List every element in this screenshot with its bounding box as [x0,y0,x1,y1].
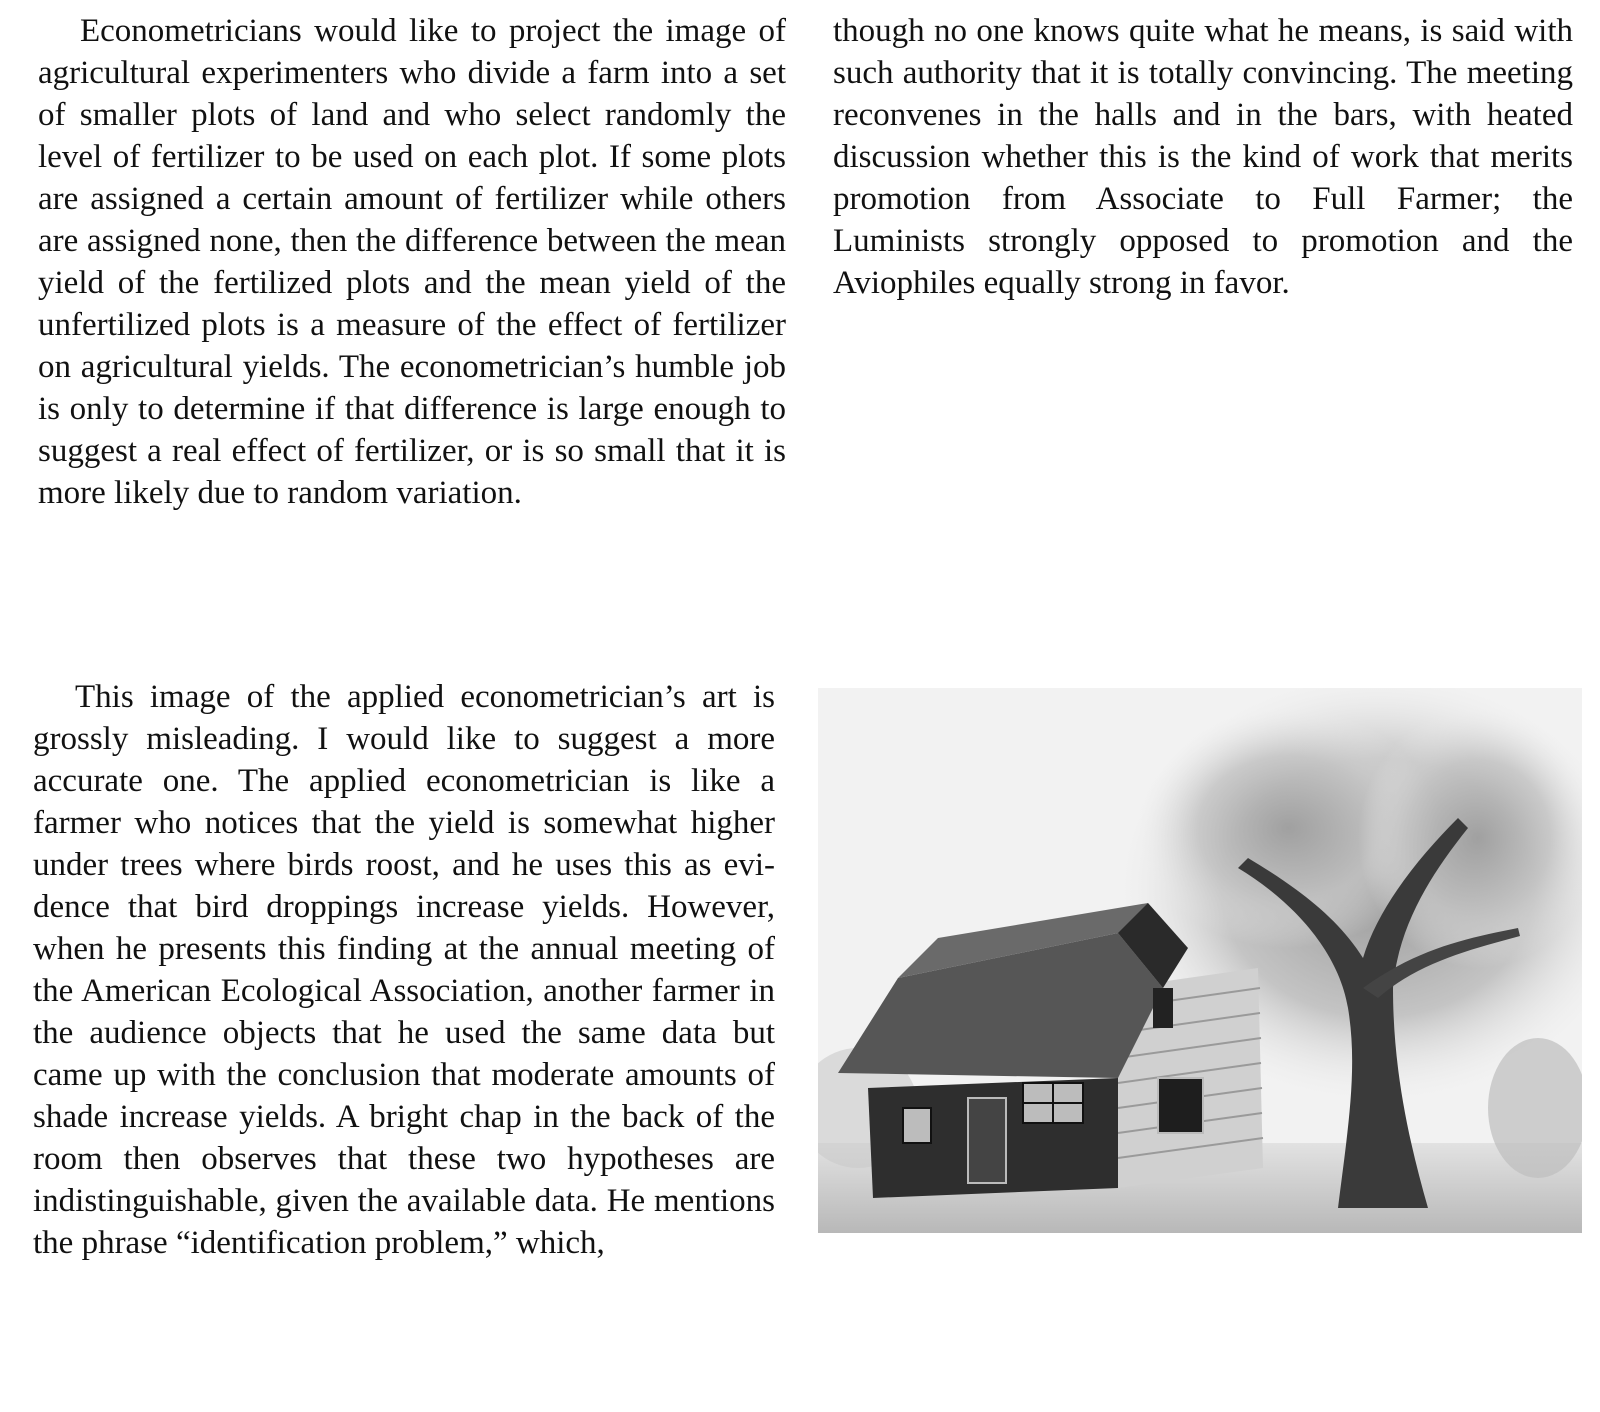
right-column [833,10,1573,304]
paragraph-misleading-image: This image of the applied econometrician’s art is grossly misleading. I would like to suggest a more accurate one. The applied econometrician is like a farmer who notices that the yield is somewhat higher under trees where birds roost, and he uses this as evidence that bird droppings increase yields. However, when he presents this finding at the annual meeting of the American Ecological Association, another farmer in the audience objects that he used the same data but came up with the conclusion that moderate amounts of shade increase yields. A bright chap in the back of the room then observes that these two hypotheses are indistinguishable, given the available data. He mentions the phrase “identification problem,” which, [33,679,775,1261]
left-column [38,10,786,514]
left-column-lower [33,676,775,1264]
paragraph-agricultural-experimenters: Econometricians would like to project the image of agricultural experimenters who divide a farm into a set of smaller plots of land and who select randomly the level of fertilizer to be used on each plot. If some plots are assigned a certain amount of fertilizer while others are assigned none, then the difference between the mean yield of the fertilized plots and the mean yield of the unfertilized plots is a measure of the effect of fertilizer on agricultural yields. The econometrician’s humble job is only to determine if that difference is large enough to suggest a real effect of fertilizer, or is so small that it is more likely due to random variation. [38,13,786,511]
paragraph-continued: though no one knows quite what he means, is said with such authority that it is totally convincing. The meeting reconvenes in the halls and in the bars, with heated discussion whether this is the kind of work that merits promotion from Associate to Full Farmer; the Luminists strongly opposed to promotion and the Aviophiles equally strong in favor. [833,13,1573,301]
farmhouse-photo [818,688,1582,1233]
window-side-lower [1158,1078,1203,1133]
door [968,1098,1006,1183]
window-side-upper [1153,988,1173,1028]
window-front-left [903,1108,931,1143]
